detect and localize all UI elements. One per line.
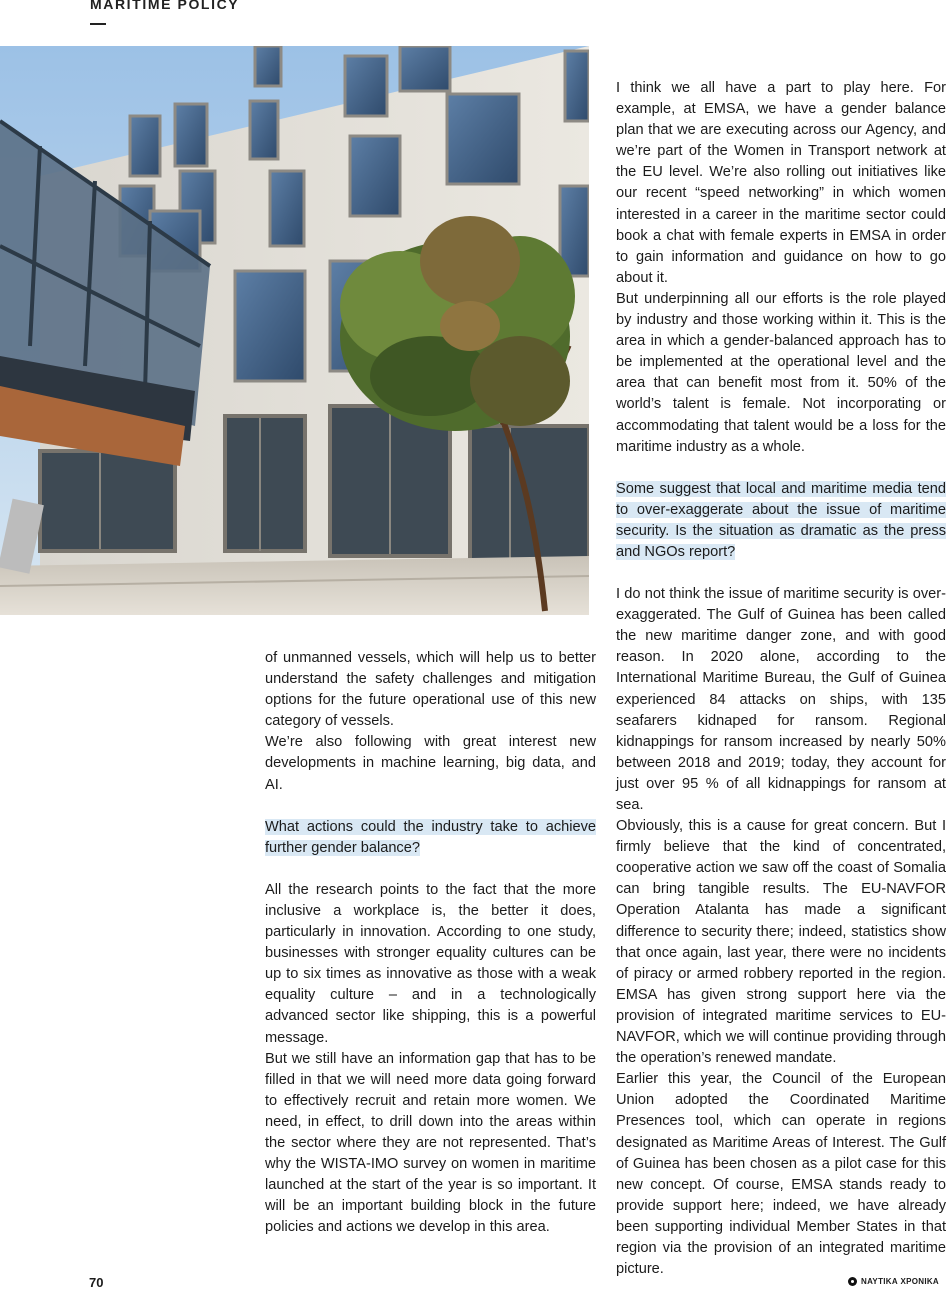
section-label: MARITIME POLICY [90,0,240,12]
left-text-column [265,648,596,1238]
interview-question [265,817,596,859]
page-number: 70 [89,1275,104,1290]
paragraph: Obviously, this is a cause for great concern. But I firmly believe that the kind of concentrated, cooperative action we saw off the coast of Somalia can bring tangible results. The EU-NAVFOR Operation Atalanta has made a significant difference to security there; indeed, statistics show that once again, last year, there were no incidents of piracy or armed robbery reported in the region. EMSA has given strong support here via the provision of integrated maritime services to EU-NAVFOR, which we will continue providing through the operation’s renewed mandate. [616,818,946,1067]
question-text: Some suggest that local and maritime media tend to over-exaggerate about the issue of maritime security. Is the situation as dramatic as the press and NGOs report? [616,480,946,560]
interview-question [616,479,946,563]
paragraph: But we still have an information gap that has to be filled in that we will need more data going forward to effectively recruit and retain more women. We need, in effect, to drill down into the areas within the sector where they are not represented. That’s why the WISTA-IMO survey on women in maritime launched at the start of the year is so important. It will be an important building block in the future policies and actions we develop in this area. [265,1050,596,1236]
paragraph: I do not think the issue of maritime security is over-exaggerated. The Gulf of Guinea has been called the new maritime danger zone, and with good reason. In 2020 alone, according to the International Maritime Bureau, the Gulf of Guinea experienced 84 attacks on ships, with 135 seafarers kidnaped for ransom. Regional kidnappings for ransom increased by nearly 50% between 2018 and 2019; today, they account for just over 95 % of all kidnappings for ransom at sea. [616,586,946,813]
circle-logo-icon [848,1277,857,1286]
section-rule [90,23,106,25]
paragraph: I think we all have a part to play here. For example, at EMSA, we have a gender balance plan that we are executing across our Agency, and we’re part of the Women in Transport network at the EU level. We’re also rolling out initiatives like our recent “speed networking” in which women interested in a career in the maritime sector could book a chat with female experts in EMSA in order to gain information and guidance on how to go about it. [616,80,946,286]
paragraph: Earlier this year, the Council of the European Union adopted the Coordinated Maritime Presences tool, which can operate in regions designated as Maritime Areas of Interest. The Gulf of Guinea has been chosen as a pilot case for this new concept. Of course, EMSA stands ready to provide support here; indeed, we have already been supporting individual Member States in that region via the provision of an integrated maritime picture. [616,1071,946,1278]
building-photo [0,46,589,615]
question-text: What actions could the industry take to achieve further gender balance? [265,818,596,856]
paragraph: of unmanned vessels, which will help us to better understand the safety challenges and mitigation options for the future operational use of this new category of vessels. [265,650,596,730]
paragraph: We’re also following with great interest new developments in machine learning, big data, and AI. [265,734,596,793]
brand-name: ΝΑΥΤΙΚΑ ΧΡΟΝΙΚΑ [861,1277,939,1286]
publication-brand [848,1277,939,1286]
paragraph: All the research points to the fact that the more inclusive a workplace is, the better it does, particularly in innovation. According to one study, businesses with stronger equality cultures can be up to six times as innovative as those with a weak equality culture – and in a technologically advanced sector like shipping, this is a powerful message. [265,881,596,1046]
paragraph: But underpinning all our efforts is the role played by industry and those working within it. This is the area in which a gender-balanced approach has to be implemented at the operational level and the area that can benefit most from it. 50% of the world’s talent is female. Not incorporating or accommodating that talent would be a loss for the maritime industry as a whole. [616,290,946,455]
right-text-column [616,78,946,1280]
